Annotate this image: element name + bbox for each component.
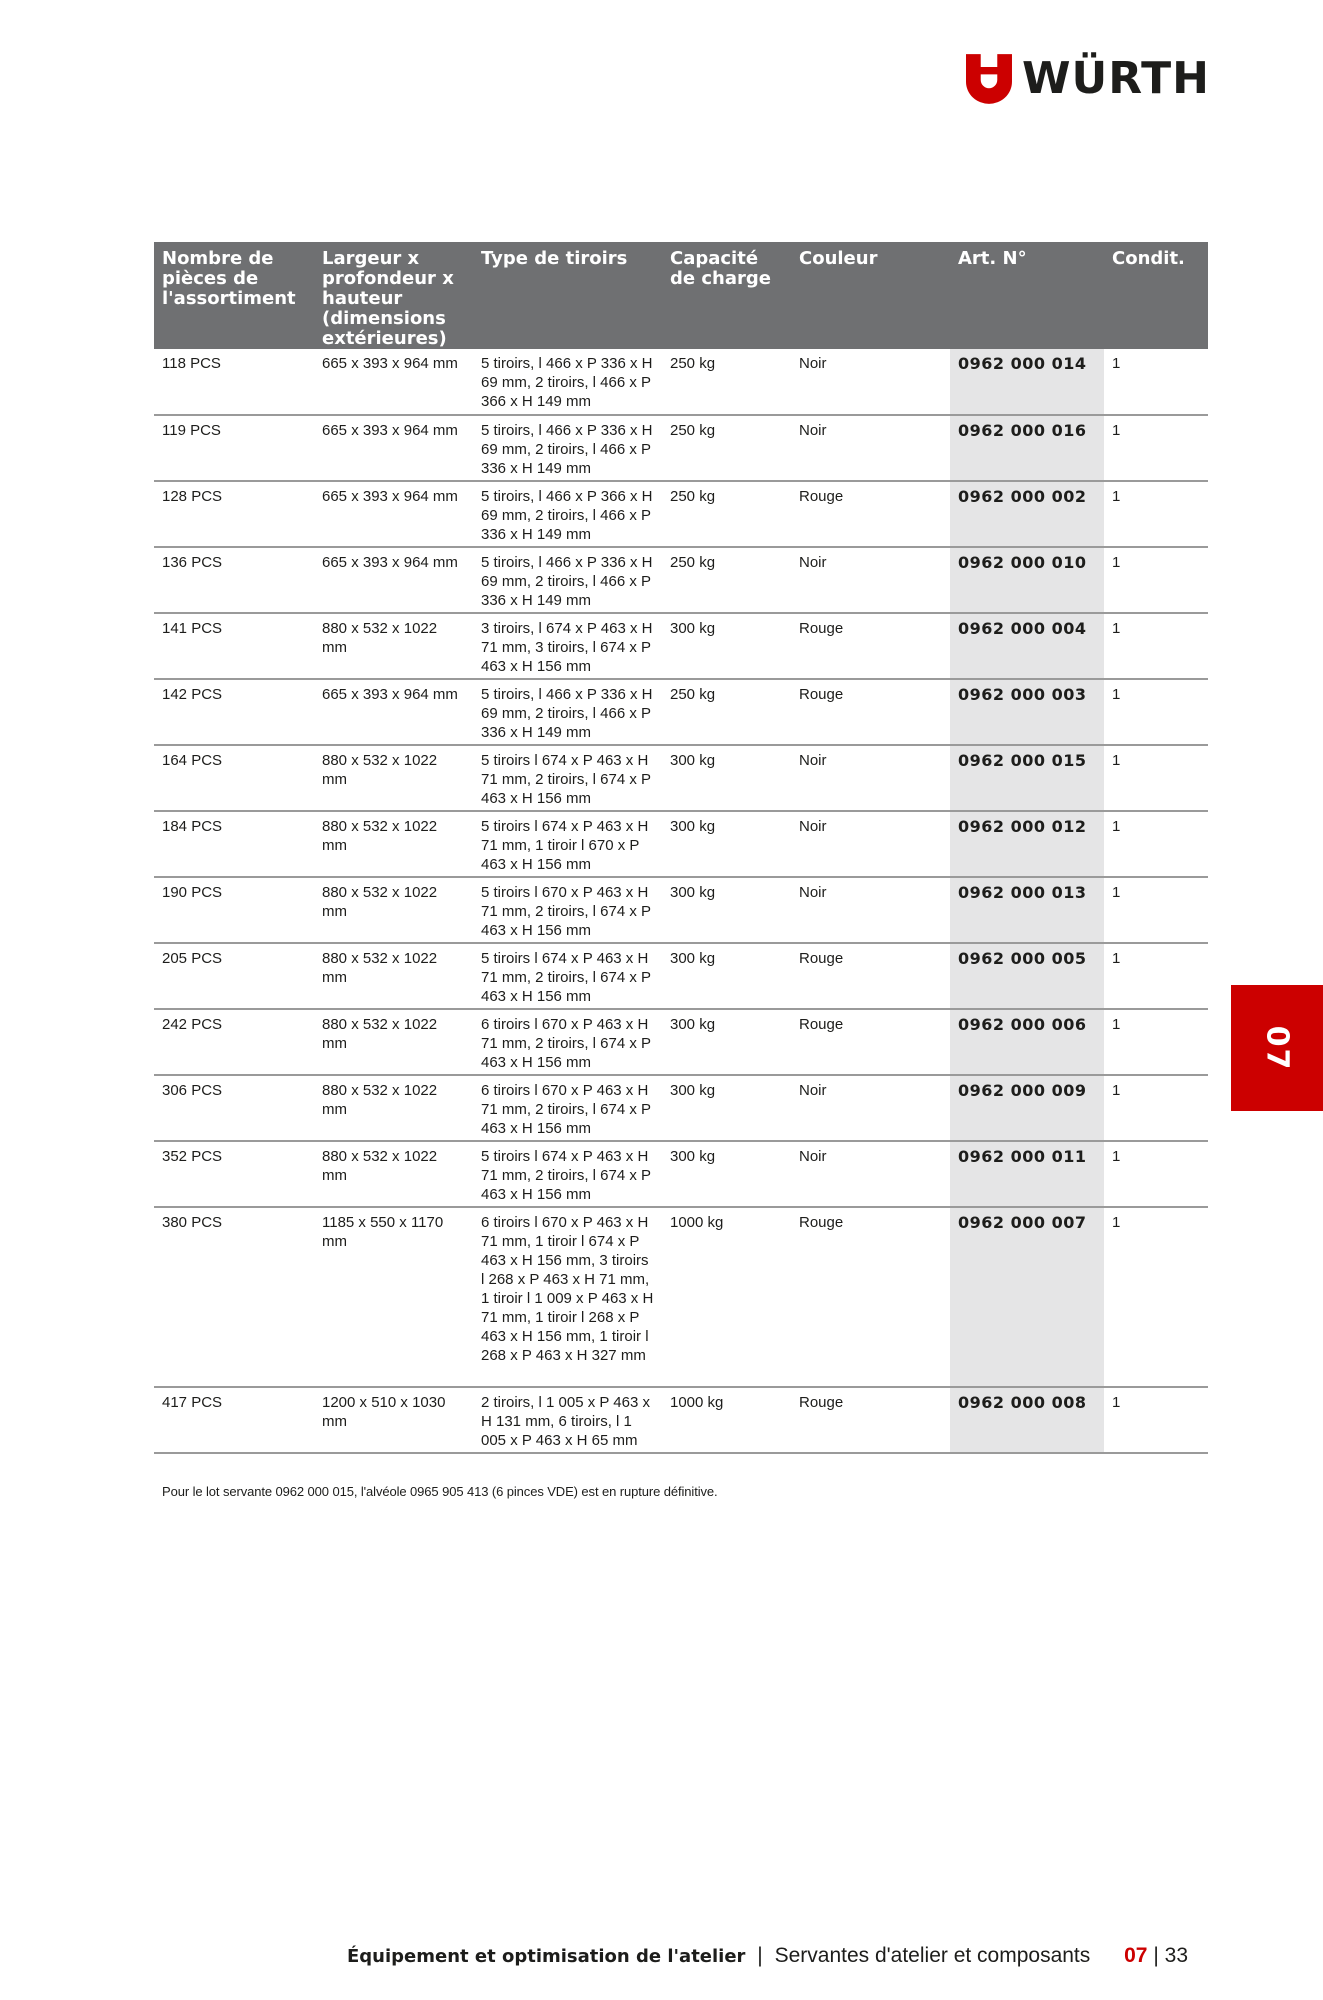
chapter-side-tab (1231, 985, 1323, 1111)
table-row (154, 613, 1208, 679)
cell-capacity: 1000 kg (662, 1207, 791, 1387)
cell-dimensions: 665 x 393 x 964 mm (314, 481, 473, 547)
table-row (154, 1387, 1208, 1453)
cell-color: Noir (791, 877, 950, 943)
page-footer (0, 1944, 1188, 1968)
cell-pack: 1 (1104, 877, 1208, 943)
header-capacity: Capacité de charge (662, 242, 791, 349)
cell-drawers: 5 tiroirs, l 466 x P 336 x H 69 mm, 2 tiroirs, l 466 x P 336 x H 149 mm (473, 547, 662, 613)
cell-pieces: 141 PCS (154, 613, 314, 679)
table-row (154, 547, 1208, 613)
cell-capacity: 300 kg (662, 877, 791, 943)
cell-capacity: 250 kg (662, 415, 791, 481)
cell-capacity: 250 kg (662, 547, 791, 613)
cell-capacity: 300 kg (662, 811, 791, 877)
cell-pack: 1 (1104, 547, 1208, 613)
cell-pack: 1 (1104, 943, 1208, 1009)
footer-separator: | (757, 1944, 763, 1967)
cell-capacity: 300 kg (662, 943, 791, 1009)
footer-page-number: 33 (1164, 1944, 1188, 1967)
header-row (154, 242, 1208, 349)
cell-dimensions: 880 x 532 x 1022 mm (314, 877, 473, 943)
cell-color: Noir (791, 415, 950, 481)
cell-art-no: 0962 000 006 (950, 1009, 1104, 1075)
cell-pack: 1 (1104, 1141, 1208, 1207)
cell-drawers: 5 tiroirs, l 466 x P 336 x H 69 mm, 2 tiroirs, l 466 x P 336 x H 149 mm (473, 679, 662, 745)
cell-art-no: 0962 000 003 (950, 679, 1104, 745)
cell-drawers: 6 tiroirs l 670 x P 463 x H 71 mm, 2 tiroirs, l 674 x P 463 x H 156 mm (473, 1009, 662, 1075)
cell-pack: 1 (1104, 481, 1208, 547)
cell-color: Noir (791, 1141, 950, 1207)
cell-drawers: 5 tiroirs l 674 x P 463 x H 71 mm, 2 tiroirs, l 674 x P 463 x H 156 mm (473, 745, 662, 811)
cell-dimensions: 880 x 532 x 1022 mm (314, 811, 473, 877)
cell-capacity: 300 kg (662, 1075, 791, 1141)
cell-color: Rouge (791, 1009, 950, 1075)
cell-art-no: 0962 000 007 (950, 1207, 1104, 1387)
cell-capacity: 300 kg (662, 1141, 791, 1207)
cell-dimensions: 880 x 532 x 1022 mm (314, 745, 473, 811)
cell-color: Rouge (791, 943, 950, 1009)
cell-dimensions: 880 x 532 x 1022 mm (314, 1141, 473, 1207)
cell-pack: 1 (1104, 1075, 1208, 1141)
cell-dimensions: 880 x 532 x 1022 mm (314, 1075, 473, 1141)
table-row (154, 745, 1208, 811)
cell-drawers: 6 tiroirs l 670 x P 463 x H 71 mm, 2 tiroirs, l 674 x P 463 x H 156 mm (473, 1075, 662, 1141)
header-pieces: Nombre de pièces de l'assortiment (154, 242, 314, 349)
cell-pieces: 119 PCS (154, 415, 314, 481)
header-art-no: Art. N° (950, 242, 1104, 349)
cell-pack: 1 (1104, 1387, 1208, 1453)
cell-capacity: 250 kg (662, 679, 791, 745)
cell-dimensions: 1185 x 550 x 1170 mm (314, 1207, 473, 1387)
cell-drawers: 6 tiroirs l 670 x P 463 x H 71 mm, 1 tiroir l 674 x P 463 x H 156 mm, 3 tiroirs l 268 x P 463 x H 71 mm, 1 tiroir l 1 009 x P 463 x H 71 mm, 1 tiroir l 268 x P 463 x H 156 mm, 1 tiroir l 268 x P 463 x H 327 mm (473, 1207, 662, 1387)
cell-color: Rouge (791, 1387, 950, 1453)
table-row (154, 1075, 1208, 1141)
chapter-side-tab-label: 07 (1259, 1025, 1295, 1071)
footer-page-separator: | (1153, 1944, 1159, 1967)
table-row (154, 943, 1208, 1009)
cell-color: Noir (791, 547, 950, 613)
cell-pieces: 142 PCS (154, 679, 314, 745)
cell-pack: 1 (1104, 349, 1208, 415)
cell-pack: 1 (1104, 679, 1208, 745)
cell-pack: 1 (1104, 811, 1208, 877)
footer-chapter-title: Servantes d'atelier et composants (774, 1944, 1091, 1967)
cell-dimensions: 665 x 393 x 964 mm (314, 679, 473, 745)
table-row (154, 349, 1208, 415)
cell-pieces: 184 PCS (154, 811, 314, 877)
cell-pack: 1 (1104, 613, 1208, 679)
cell-art-no: 0962 000 008 (950, 1387, 1104, 1453)
cell-dimensions: 665 x 393 x 964 mm (314, 547, 473, 613)
table-row (154, 481, 1208, 547)
cell-pieces: 164 PCS (154, 745, 314, 811)
cell-pieces: 306 PCS (154, 1075, 314, 1141)
cell-dimensions: 880 x 532 x 1022 mm (314, 943, 473, 1009)
cell-pieces: 417 PCS (154, 1387, 314, 1453)
product-table-body (154, 349, 1208, 1453)
cell-art-no: 0962 000 014 (950, 349, 1104, 415)
cell-pack: 1 (1104, 415, 1208, 481)
header-pack: Condit. (1104, 242, 1208, 349)
cell-capacity: 300 kg (662, 745, 791, 811)
table-row (154, 1207, 1208, 1387)
cell-dimensions: 665 x 393 x 964 mm (314, 349, 473, 415)
cell-dimensions: 1200 x 510 x 1030 mm (314, 1387, 473, 1453)
cell-art-no: 0962 000 002 (950, 481, 1104, 547)
footer-section-title: Équipement et optimisation de l'atelier (346, 1946, 746, 1967)
cell-dimensions: 665 x 393 x 964 mm (314, 415, 473, 481)
table-row (154, 811, 1208, 877)
cell-pieces: 242 PCS (154, 1009, 314, 1075)
footnote: Pour le lot servante 0962 000 015, l'alvéole 0965 905 413 (6 pinces VDE) est en rupture définitive. (162, 1484, 718, 1499)
cell-color: Rouge (791, 613, 950, 679)
cell-color: Noir (791, 811, 950, 877)
cell-art-no: 0962 000 011 (950, 1141, 1104, 1207)
cell-drawers: 5 tiroirs, l 466 x P 336 x H 69 mm, 2 tiroirs, l 466 x P 336 x H 149 mm (473, 415, 662, 481)
product-table-header (154, 242, 1208, 349)
table-row (154, 679, 1208, 745)
cell-dimensions: 880 x 532 x 1022 mm (314, 1009, 473, 1075)
cell-drawers: 5 tiroirs, l 466 x P 366 x H 69 mm, 2 tiroirs, l 466 x P 336 x H 149 mm (473, 481, 662, 547)
cell-color: Rouge (791, 481, 950, 547)
cell-art-no: 0962 000 010 (950, 547, 1104, 613)
cell-pieces: 136 PCS (154, 547, 314, 613)
cell-pieces: 128 PCS (154, 481, 314, 547)
cell-capacity: 300 kg (662, 613, 791, 679)
cell-drawers: 5 tiroirs, l 466 x P 336 x H 69 mm, 2 tiroirs, l 466 x P 366 x H 149 mm (473, 349, 662, 415)
cell-pieces: 205 PCS (154, 943, 314, 1009)
cell-color: Noir (791, 1075, 950, 1141)
cell-capacity: 300 kg (662, 1009, 791, 1075)
cell-color: Noir (791, 745, 950, 811)
cell-capacity: 250 kg (662, 349, 791, 415)
cell-art-no: 0962 000 005 (950, 943, 1104, 1009)
cell-art-no: 0962 000 004 (950, 613, 1104, 679)
cell-dimensions: 880 x 532 x 1022 mm (314, 613, 473, 679)
table-row (154, 877, 1208, 943)
wurth-logo (966, 52, 1210, 106)
cell-drawers: 5 tiroirs l 674 x P 463 x H 71 mm, 2 tiroirs, l 674 x P 463 x H 156 mm (473, 943, 662, 1009)
cell-pieces: 190 PCS (154, 877, 314, 943)
cell-capacity: 1000 kg (662, 1387, 791, 1453)
cell-color: Rouge (791, 679, 950, 745)
cell-drawers: 5 tiroirs l 674 x P 463 x H 71 mm, 2 tiroirs, l 674 x P 463 x H 156 mm (473, 1141, 662, 1207)
cell-color: Rouge (791, 1207, 950, 1387)
footer-page-chapter: 07 (1124, 1944, 1148, 1967)
cell-art-no: 0962 000 009 (950, 1075, 1104, 1141)
cell-drawers: 2 tiroirs, l 1 005 x P 463 x H 131 mm, 6 tiroirs, l 1 005 x P 463 x H 65 mm (473, 1387, 662, 1453)
cell-pieces: 380 PCS (154, 1207, 314, 1387)
cell-color: Noir (791, 349, 950, 415)
product-table (154, 242, 1208, 1454)
cell-drawers: 3 tiroirs, l 674 x P 463 x H 71 mm, 3 tiroirs, l 674 x P 463 x H 156 mm (473, 613, 662, 679)
table-row (154, 415, 1208, 481)
cell-pack: 1 (1104, 745, 1208, 811)
wurth-logo-mark (966, 52, 1012, 106)
cell-art-no: 0962 000 012 (950, 811, 1104, 877)
header-drawers: Type de tiroirs (473, 242, 662, 349)
cell-capacity: 250 kg (662, 481, 791, 547)
table-row (154, 1009, 1208, 1075)
header-dimensions: Largeur x profondeur x hauteur (dimensions extérieures) (314, 242, 473, 349)
cell-art-no: 0962 000 015 (950, 745, 1104, 811)
cell-pieces: 352 PCS (154, 1141, 314, 1207)
cell-drawers: 5 tiroirs l 670 x P 463 x H 71 mm, 2 tiroirs, l 674 x P 463 x H 156 mm (473, 877, 662, 943)
wurth-logo-text: WÜRTH (1021, 53, 1210, 104)
cell-art-no: 0962 000 013 (950, 877, 1104, 943)
table-row (154, 1141, 1208, 1207)
cell-pack: 1 (1104, 1207, 1208, 1387)
cell-art-no: 0962 000 016 (950, 415, 1104, 481)
cell-pieces: 118 PCS (154, 349, 314, 415)
cell-pack: 1 (1104, 1009, 1208, 1075)
header-color: Couleur (791, 242, 950, 349)
cell-drawers: 5 tiroirs l 674 x P 463 x H 71 mm, 1 tiroir l 670 x P 463 x H 156 mm (473, 811, 662, 877)
